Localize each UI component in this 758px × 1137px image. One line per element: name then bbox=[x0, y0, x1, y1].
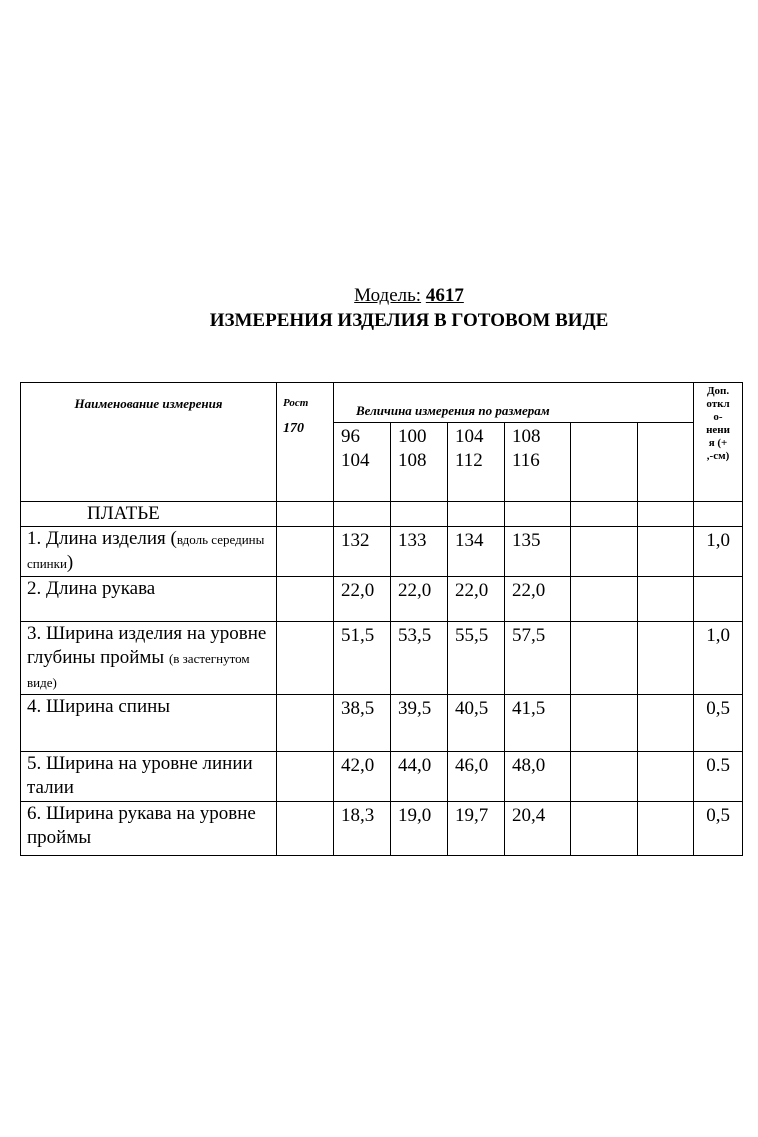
table-row bbox=[21, 752, 743, 802]
header-height bbox=[277, 383, 334, 502]
title-block bbox=[0, 284, 758, 334]
empty-size-cell bbox=[571, 423, 638, 502]
table-row bbox=[21, 802, 743, 856]
empty-cell bbox=[277, 622, 334, 695]
value-cell: 55,5 bbox=[448, 622, 505, 695]
empty-cell bbox=[334, 502, 391, 527]
empty-size-cell bbox=[638, 423, 694, 502]
empty-cell bbox=[571, 802, 638, 856]
value-cell: 57,5 bbox=[505, 622, 571, 695]
row-name: 5. Ширина на уровне линии талии bbox=[21, 752, 277, 802]
value-cell: 0,5 bbox=[694, 695, 743, 752]
empty-cell bbox=[638, 695, 694, 752]
value-cell: 135 bbox=[505, 527, 571, 577]
empty-cell bbox=[571, 622, 638, 695]
empty-cell bbox=[638, 622, 694, 695]
tol-line: я (+ bbox=[708, 437, 728, 449]
empty-cell bbox=[571, 502, 638, 527]
empty-cell bbox=[277, 695, 334, 752]
tol-line: откл bbox=[706, 398, 730, 410]
tol-line: ,-см) bbox=[706, 450, 730, 462]
row-name: 3. Ширина изделия на уровне глубины проймы (в застегнутом виде) bbox=[21, 622, 277, 695]
value-cell: 51,5 bbox=[334, 622, 391, 695]
empty-cell bbox=[571, 752, 638, 802]
value-cell: 42,0 bbox=[334, 752, 391, 802]
row-name: 1. Длина изделия (вдоль середины спинки) bbox=[21, 527, 277, 577]
value-cell: 48,0 bbox=[505, 752, 571, 802]
empty-cell bbox=[277, 802, 334, 856]
empty-cell bbox=[571, 695, 638, 752]
empty-cell bbox=[448, 502, 505, 527]
header-sizes: Величина измерения по размерам bbox=[334, 383, 694, 423]
empty-cell bbox=[638, 802, 694, 856]
value-cell: 22,0 bbox=[334, 577, 391, 622]
empty-cell bbox=[638, 527, 694, 577]
table-row bbox=[21, 622, 743, 695]
value-cell: 20,4 bbox=[505, 802, 571, 856]
value-cell: 134 bbox=[448, 527, 505, 577]
empty-cell bbox=[505, 502, 571, 527]
row-name: 6. Ширина рукава на уровне проймы bbox=[21, 802, 277, 856]
model-label: Модель: bbox=[354, 285, 422, 306]
empty-cell bbox=[571, 527, 638, 577]
empty-cell bbox=[277, 577, 334, 622]
size-cell: 104 112 bbox=[448, 423, 505, 502]
value-cell: 133 bbox=[391, 527, 448, 577]
header-height-value: 170 bbox=[283, 421, 304, 436]
value-cell: 1,0 bbox=[694, 622, 743, 695]
value-cell: 132 bbox=[334, 527, 391, 577]
empty-cell bbox=[277, 752, 334, 802]
empty-cell bbox=[391, 502, 448, 527]
model-number: 4617 bbox=[425, 285, 464, 306]
value-cell: 22,0 bbox=[505, 577, 571, 622]
value-cell: 22,0 bbox=[448, 577, 505, 622]
value-cell: 38,5 bbox=[334, 695, 391, 752]
empty-cell bbox=[638, 752, 694, 802]
table-row bbox=[21, 527, 743, 577]
row-name: 4. Ширина спины bbox=[21, 695, 277, 752]
size-cell: 100 108 bbox=[391, 423, 448, 502]
empty-cell bbox=[277, 527, 334, 577]
empty-cell bbox=[694, 502, 743, 527]
value-cell: 44,0 bbox=[391, 752, 448, 802]
table-row bbox=[21, 577, 743, 622]
value-cell: 19,0 bbox=[391, 802, 448, 856]
tol-line: о- bbox=[713, 411, 723, 423]
section-title: ПЛАТЬЕ bbox=[21, 502, 277, 527]
tol-line: нени bbox=[706, 424, 730, 436]
empty-cell bbox=[638, 577, 694, 622]
value-cell bbox=[694, 577, 743, 622]
table-row bbox=[21, 695, 743, 752]
value-cell: 0,5 bbox=[694, 802, 743, 856]
measurements-table bbox=[20, 382, 743, 856]
size-cell: 96 104 bbox=[334, 423, 391, 502]
header-height-label: Рост bbox=[283, 397, 309, 409]
tol-line: Доп. bbox=[706, 385, 730, 397]
value-cell: 41,5 bbox=[505, 695, 571, 752]
row-name: 2. Длина рукава bbox=[21, 577, 277, 622]
value-cell: 1,0 bbox=[694, 527, 743, 577]
value-cell: 40,5 bbox=[448, 695, 505, 752]
value-cell: 18,3 bbox=[334, 802, 391, 856]
empty-cell bbox=[638, 502, 694, 527]
value-cell: 53,5 bbox=[391, 622, 448, 695]
value-cell: 46,0 bbox=[448, 752, 505, 802]
page-title: ИЗМЕРЕНИЯ ИЗДЕЛИЯ В ГОТОВОМ ВИДЕ bbox=[209, 310, 609, 331]
size-cell: 108 116 bbox=[505, 423, 571, 502]
empty-cell bbox=[571, 577, 638, 622]
value-cell: 0.5 bbox=[694, 752, 743, 802]
value-cell: 19,7 bbox=[448, 802, 505, 856]
header-measurement-name: Наименование измерения bbox=[21, 383, 277, 502]
value-cell: 22,0 bbox=[391, 577, 448, 622]
header-tolerance bbox=[694, 383, 743, 502]
empty-cell bbox=[277, 502, 334, 527]
model-line bbox=[0, 284, 758, 308]
value-cell: 39,5 bbox=[391, 695, 448, 752]
